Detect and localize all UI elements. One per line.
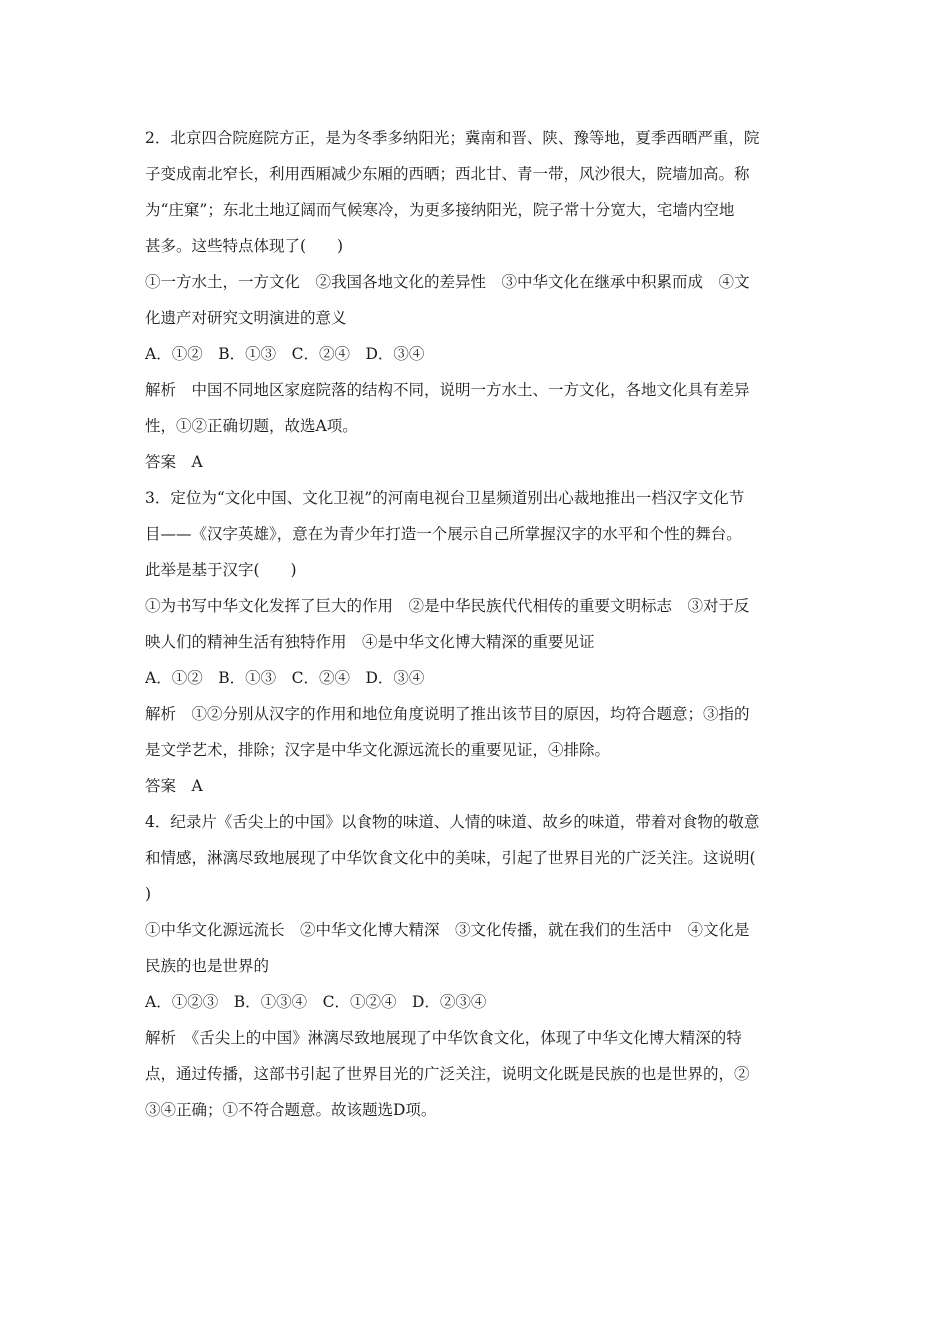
text-line: )	[145, 885, 152, 903]
text-line: 是文学艺术，排除；汉字是中华文化源远流长的重要见证，④排除。	[145, 741, 611, 759]
text-line: 解析 《舌尖上的中国》淋漓尽致地展现了中华饮食文化，体现了中华文化博大精深的特	[145, 1029, 742, 1047]
text-line: 为“庄窠”；东北土地辽阔而气候寒冷，为更多接纳阳光，院子常十分宽大，宅墙内空地	[145, 201, 735, 219]
text-line: ①一方水土，一方文化 ②我国各地文化的差异性 ③中华文化在继承中积累而成 ④文	[145, 273, 750, 291]
text-line: ①中华文化源远流长 ②中华文化博大精深 ③文化传播，就在我们的生活中 ④文化是	[145, 921, 750, 939]
text-line: 此举是基于汉字( )	[145, 561, 297, 579]
text-line: 和情感，淋漓尽致地展现了中华饮食文化中的美味，引起了世界目光的广泛关注。这说明(	[145, 849, 756, 867]
text-line: 子变成南北窄长，利用西厢减少东厢的西晒；西北甘、青一带，风沙很大，院墙加高。称	[145, 165, 750, 183]
text-line: 目——《汉字英雄》，意在为青少年打造一个展示自己所掌握汉字的水平和个性的舞台。	[145, 525, 742, 543]
text-line: 解析 中国不同地区家庭院落的结构不同，说明一方水土、一方文化，各地文化具有差异	[145, 381, 750, 399]
text-line: 答案 A	[145, 777, 203, 795]
text-line: A．①②③ B．①③④ C．①②④ D．②③④	[145, 993, 487, 1011]
text-line: ③④正确；①不符合题意。故该题选D项。	[145, 1101, 437, 1119]
text-line: 化遗产对研究文明演进的意义	[145, 309, 347, 327]
text-line: 民族的也是世界的	[145, 957, 270, 975]
text-line: 性，①②正确切题，故选A项。	[145, 417, 358, 435]
text-line: 答案 A	[145, 453, 203, 471]
text-line: 映人们的精神生活有独特作用 ④是中华文化博大精深的重要见证	[145, 633, 595, 651]
text-line: 解析 ①②分别从汉字的作用和地位角度说明了推出该节目的原因，均符合题意；③指的	[145, 705, 750, 723]
text-line: ①为书写中华文化发挥了巨大的作用 ②是中华民族代代相传的重要文明标志 ③对于反	[145, 597, 750, 615]
text-line: 2．北京四合院庭院方正，是为冬季多纳阳光；冀南和晋、陕、豫等地，夏季西晒严重，院	[145, 129, 760, 147]
text-line: 点，通过传播，这部书引起了世界目光的广泛关注，说明文化既是民族的也是世界的，②	[145, 1065, 750, 1083]
document-page	[145, 120, 807, 1128]
text-line: A．①② B．①③ C．②④ D．③④	[145, 669, 425, 687]
text-line: 4．纪录片《舌尖上的中国》以食物的味道、人情的味道、故乡的味道，带着对食物的敬意	[145, 813, 760, 831]
text-line: A．①② B．①③ C．②④ D．③④	[145, 345, 425, 363]
text-line: 甚多。这些特点体现了( )	[145, 237, 344, 255]
text-line: 3．定位为“文化中国、文化卫视”的河南电视台卫星频道别出心裁地推出一档汉字文化节	[145, 489, 745, 507]
